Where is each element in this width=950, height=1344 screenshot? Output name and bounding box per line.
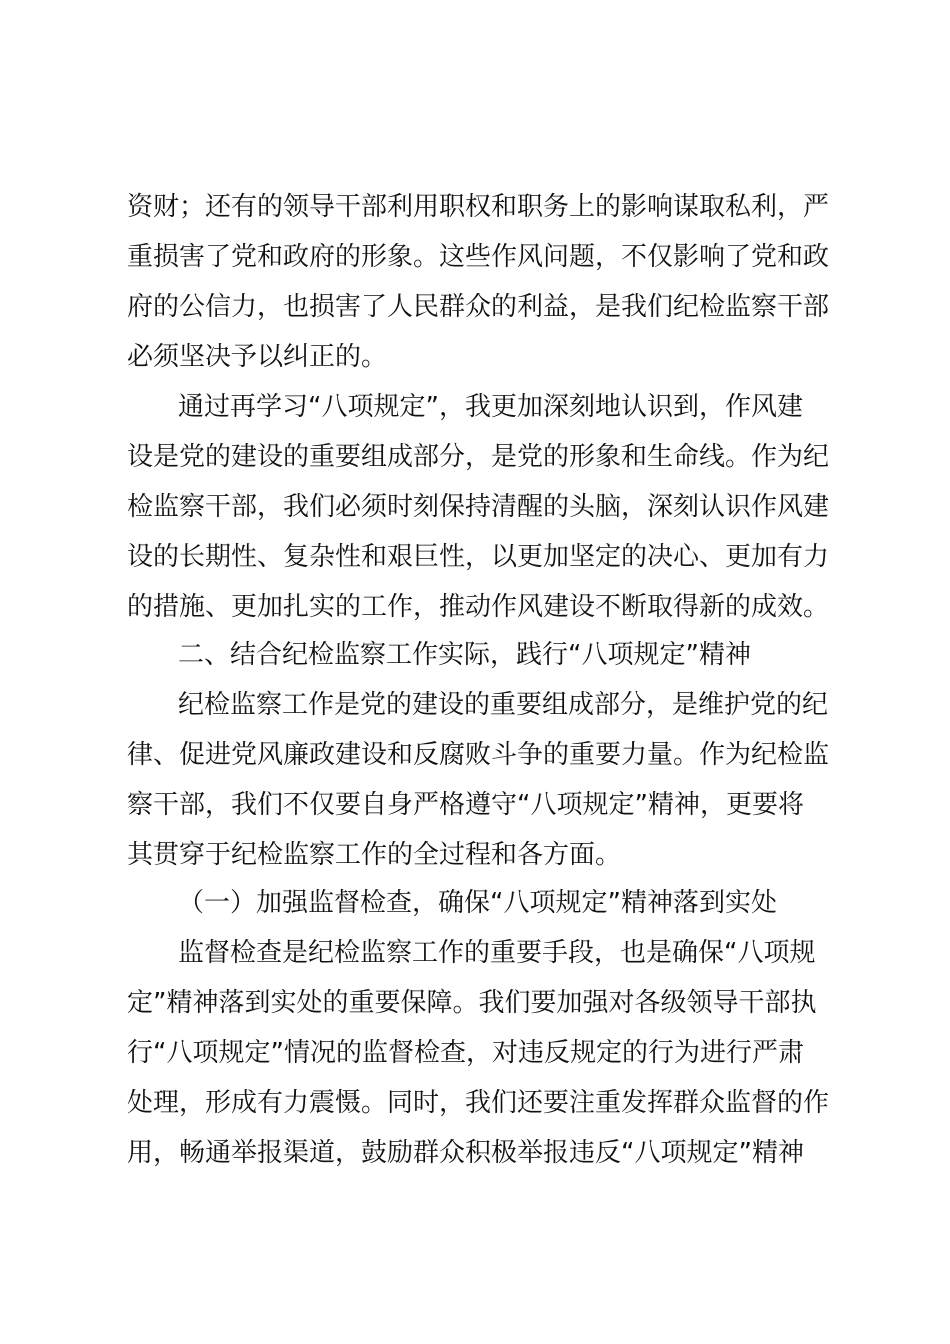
text-line: 行“八项规定”情况的监督检查，对违反规定的行为进行严肃	[127, 1038, 804, 1068]
subsection-heading: （一）加强监督检查，确保“八项规定”精神落到实处	[178, 888, 777, 918]
text-line: 设是党的建设的重要组成部分，是党的形象和生命线。作为纪	[127, 442, 830, 472]
text-line: 用，畅通举报渠道，鼓励群众积极举报违反“八项规定”精神	[127, 1138, 804, 1168]
text-line: 的措施、更加扎实的工作，推动作风建设不断取得新的成效。	[127, 592, 830, 622]
text-line: 律、促进党风廉政建设和反腐败斗争的重要力量。作为纪检监	[127, 740, 830, 770]
text-line: 资财；还有的领导干部利用职权和职务上的影响谋取私利，严	[127, 192, 830, 222]
text-line: 设的长期性、复杂性和艰巨性，以更加坚定的决心、更加有力	[127, 542, 830, 572]
text-line: 重损害了党和政府的形象。这些作风问题，不仅影响了党和政	[127, 242, 830, 272]
text-line: 处理，形成有力震慑。同时，我们还要注重发挥群众监督的作	[127, 1088, 830, 1118]
text-line: 其贯穿于纪检监察工作的全过程和各方面。	[127, 840, 622, 870]
paragraph-first-line: 通过再学习“八项规定”，我更加深刻地认识到，作风建	[178, 392, 803, 422]
text-line: 府的公信力，也损害了人民群众的利益，是我们纪检监察干部	[127, 292, 830, 322]
paragraph-first-line: 纪检监察工作是党的建设的重要组成部分，是维护党的纪	[178, 690, 829, 720]
text-line: 定”精神落到实处的重要保障。我们要加强对各级领导干部执	[127, 988, 817, 1018]
text-line: 必须坚决予以纠正的。	[127, 342, 388, 372]
text-line: 察干部，我们不仅要自身严格遵守“八项规定”精神，更要将	[127, 790, 804, 820]
paragraph-first-line: 监督检查是纪检监察工作的重要手段，也是确保“八项规	[178, 938, 816, 968]
section-heading: 二、结合纪检监察工作实际，践行“八项规定”精神	[178, 640, 751, 670]
text-line: 检监察干部，我们必须时刻保持清醒的头脑，深刻认识作风建	[127, 492, 830, 522]
